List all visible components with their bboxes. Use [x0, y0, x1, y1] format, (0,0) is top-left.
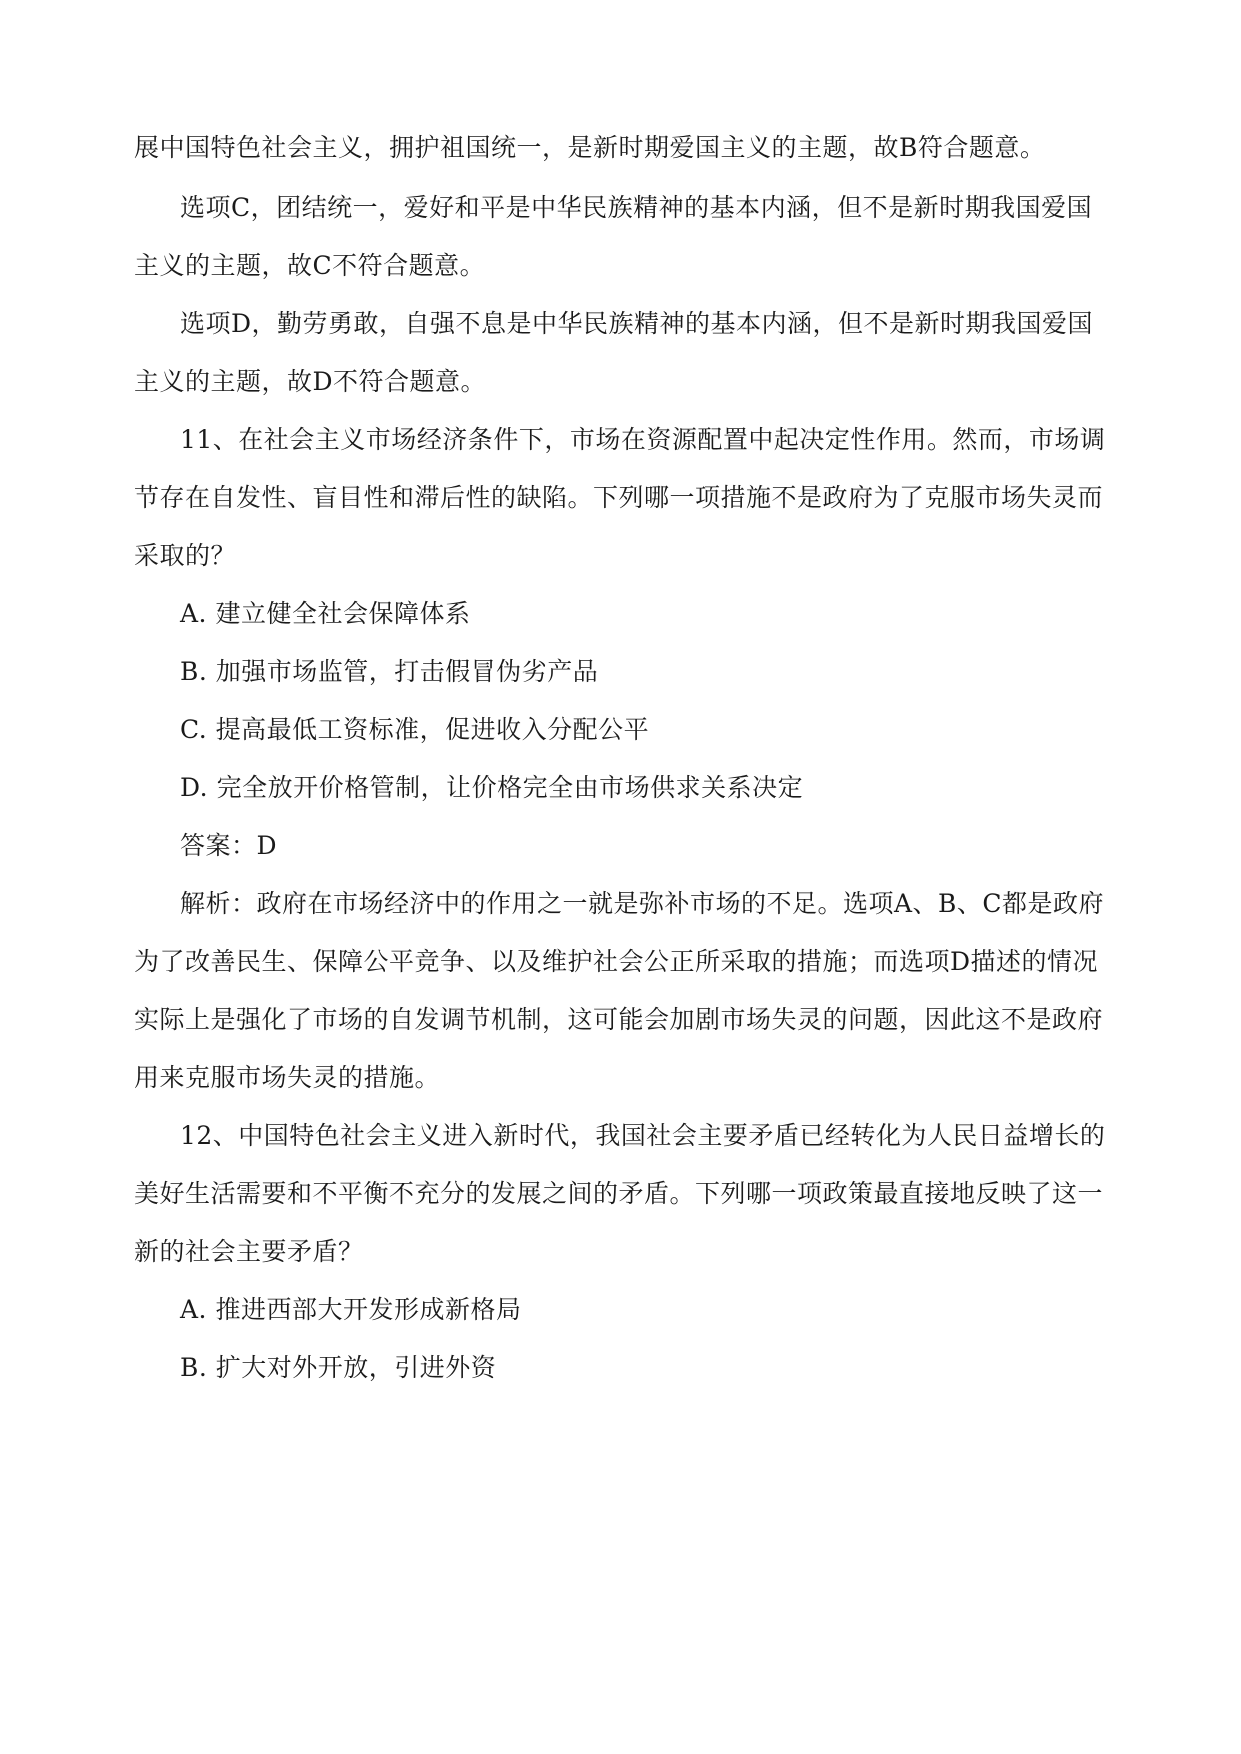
question-11-option-d [180, 771, 803, 805]
option-label: A. [180, 1295, 208, 1324]
option-label: B. [180, 1353, 208, 1382]
question-11-option-b [180, 655, 598, 689]
option-text: 推进西部大开发形成新格局 [215, 1295, 522, 1324]
option-text: 扩大对外开放，引进外资 [215, 1353, 497, 1382]
option-text: 加强市场监管，打击假冒伪劣产品 [215, 657, 599, 686]
explanation-continuation-line: 展中国特色社会主义，拥护祖国统一，是新时期爱国主义的主题，故B符合题意。 [134, 133, 1046, 162]
question-12-stem-line-3: 新的社会主要矛盾？ [134, 1237, 364, 1266]
question-11-answer: 答案：D [180, 831, 278, 860]
option-d-explanation-line-2: 主义的主题，故D不符合题意。 [134, 367, 487, 396]
option-text: 建立健全社会保障体系 [215, 599, 471, 628]
option-c-explanation-line-2: 主义的主题，故C不符合题意。 [134, 251, 486, 280]
option-label: D. [180, 773, 209, 802]
question-11-stem-line-3: 采取的？ [134, 541, 237, 570]
option-label: B. [180, 657, 208, 686]
question-11-stem-line-2: 节存在自发性、盲目性和滞后性的缺陷。下列哪一项措施不是政府为了克服市场失灵而 [134, 483, 1104, 512]
option-label: A. [180, 599, 208, 628]
option-text: 提高最低工资标准，促进收入分配公平 [215, 715, 650, 744]
option-d-explanation-line-1: 选项D，勤劳勇敢，自强不息是中华民族精神的基本内涵，但不是新时期我国爱国 [180, 309, 1094, 338]
option-label: C. [180, 715, 208, 744]
question-11-analysis-line-2: 为了改善民生、保障公平竞争、以及维护社会公正所采取的措施；而选项D描述的情况 [134, 947, 1099, 976]
option-text: 完全放开价格管制，让价格完全由市场供求关系决定 [216, 773, 804, 802]
question-11-analysis-line-3: 实际上是强化了市场的自发调节机制，这可能会加剧市场失灵的问题，因此这不是政府 [134, 1005, 1104, 1034]
question-11-analysis-line-4: 用来克服市场失灵的措施。 [134, 1063, 441, 1092]
option-c-explanation-line-1: 选项C，团结统一，爱好和平是中华民族精神的基本内涵，但不是新时期我国爱国 [180, 193, 1093, 222]
question-11-analysis-line-1: 解析：政府在市场经济中的作用之一就是弥补市场的不足。选项A、B、C都是政府 [180, 889, 1105, 918]
question-11-option-c [180, 713, 649, 747]
question-12-stem-line-2: 美好生活需要和不平衡不充分的发展之间的矛盾。下列哪一项政策最直接地反映了这一 [134, 1179, 1104, 1208]
question-11-stem-line-1: 11、在社会主义市场经济条件下，市场在资源配置中起决定性作用。然而，市场调 [180, 425, 1106, 454]
question-12-option-b [180, 1351, 496, 1385]
question-12-stem-line-1: 12、中国特色社会主义进入新时代，我国社会主要矛盾已经转化为人民日益增长的 [180, 1121, 1106, 1150]
question-12-option-a [180, 1293, 521, 1327]
question-11-option-a [180, 597, 470, 631]
